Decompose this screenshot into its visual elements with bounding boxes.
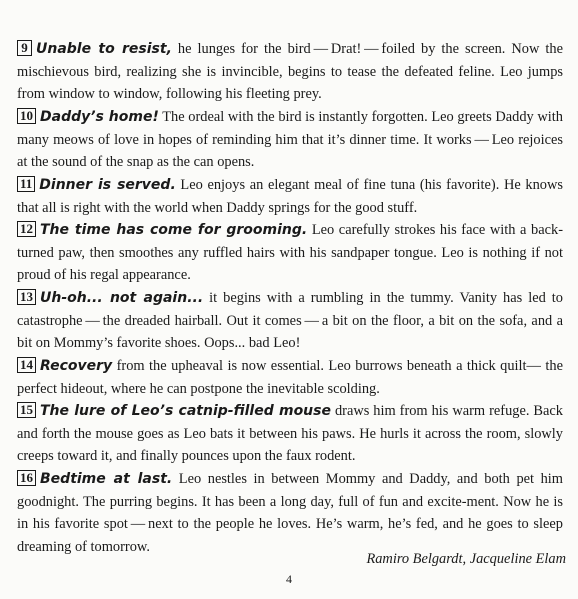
paragraph-number: 15	[17, 402, 36, 418]
paragraph-body: Leo enjoys an elegant meal of fine tuna (his favorite). He knows that all is right with the world when Daddy springs for the good stuff.	[17, 177, 563, 216]
paragraph-number: 11	[17, 176, 35, 192]
paragraph-heading: Daddy’s home!	[40, 109, 159, 125]
paragraph-number: 13	[17, 289, 36, 305]
paragraph-heading: The time has come for grooming.	[40, 222, 308, 238]
paragraph-body: draws him from his warm refuge. Back and forth the mouse goes as Leo bats it between his paws. He hurls it across the room, slowly creeps toward it, and finally pounces upon the faux rodent.	[17, 403, 563, 465]
paragraph-heading: Dinner is served.	[39, 177, 176, 193]
paragraph-body: he lunges for the bird — Drat! — foiled by the screen. Now the mischievous bird, realizing she is invincible, begins to tease the defeated feline. Leo jumps from window to window, following his fleeting prey.	[17, 41, 564, 103]
paragraph-15	[17, 400, 563, 468]
paragraph-11	[17, 174, 563, 219]
paragraph-10	[17, 106, 563, 174]
paragraph-body: Leo carefully strokes his face with a back-turned paw, then smoothes any ruffled hairs with his sandpaper tongue. Leo is nothing if not proud of his regal appearance.	[17, 222, 564, 284]
paragraph-body: The ordeal with the bird is instantly forgotten. Leo greets Daddy with many meows of love in hopes of reminding him that it’s dinner time. It works — Leo rejoices at the sound of the snap as the can opens.	[17, 109, 563, 171]
paragraph-body: from the upheaval is now essential. Leo burrows beneath a thick quilt— the perfect hideout, where he can postpone the inevitable scolding.	[17, 358, 563, 397]
paragraph-14	[17, 355, 563, 400]
paragraph-9	[17, 38, 563, 106]
paragraph-heading: The lure of Leo’s catnip-filled mouse	[40, 403, 331, 419]
paragraph-body: Leo nestles in between Mommy and Daddy, and both pet him goodnight. The purring begins. It has been a long day, full of fun and excite-ment. Now he is in his favorite spot — next to the people he loves. He’s warm, he’s fed, and he goes to sleep dreaming of tomorrow.	[17, 471, 563, 555]
paragraph-number: 14	[17, 357, 36, 373]
paragraph-12	[17, 219, 563, 287]
paragraph-number: 10	[17, 108, 36, 124]
paragraph-16	[17, 468, 563, 558]
paragraph-number: 9	[17, 40, 32, 56]
paragraph-number: 12	[17, 221, 36, 237]
paragraph-heading: Unable to resist,	[36, 41, 172, 57]
paragraph-number: 16	[17, 470, 36, 486]
paragraph-body: it begins with a rumbling in the tummy. Vanity has led to catastrophe — the dreaded hairball. Out it comes — a bit on the floor, a bit on the sofa, and a bit on Mommy’s favorite shoes. Oops... bad Leo!	[17, 290, 563, 352]
paragraph-heading: Recovery	[40, 358, 113, 374]
paragraph-heading: Bedtime at last.	[40, 471, 173, 487]
author-credit: Ramiro Belgardt, Jacqueline Elam	[366, 551, 566, 567]
page-number: 4	[286, 572, 292, 586]
paragraph-13	[17, 287, 563, 355]
paragraph-heading: Uh-oh... not again...	[40, 290, 204, 306]
